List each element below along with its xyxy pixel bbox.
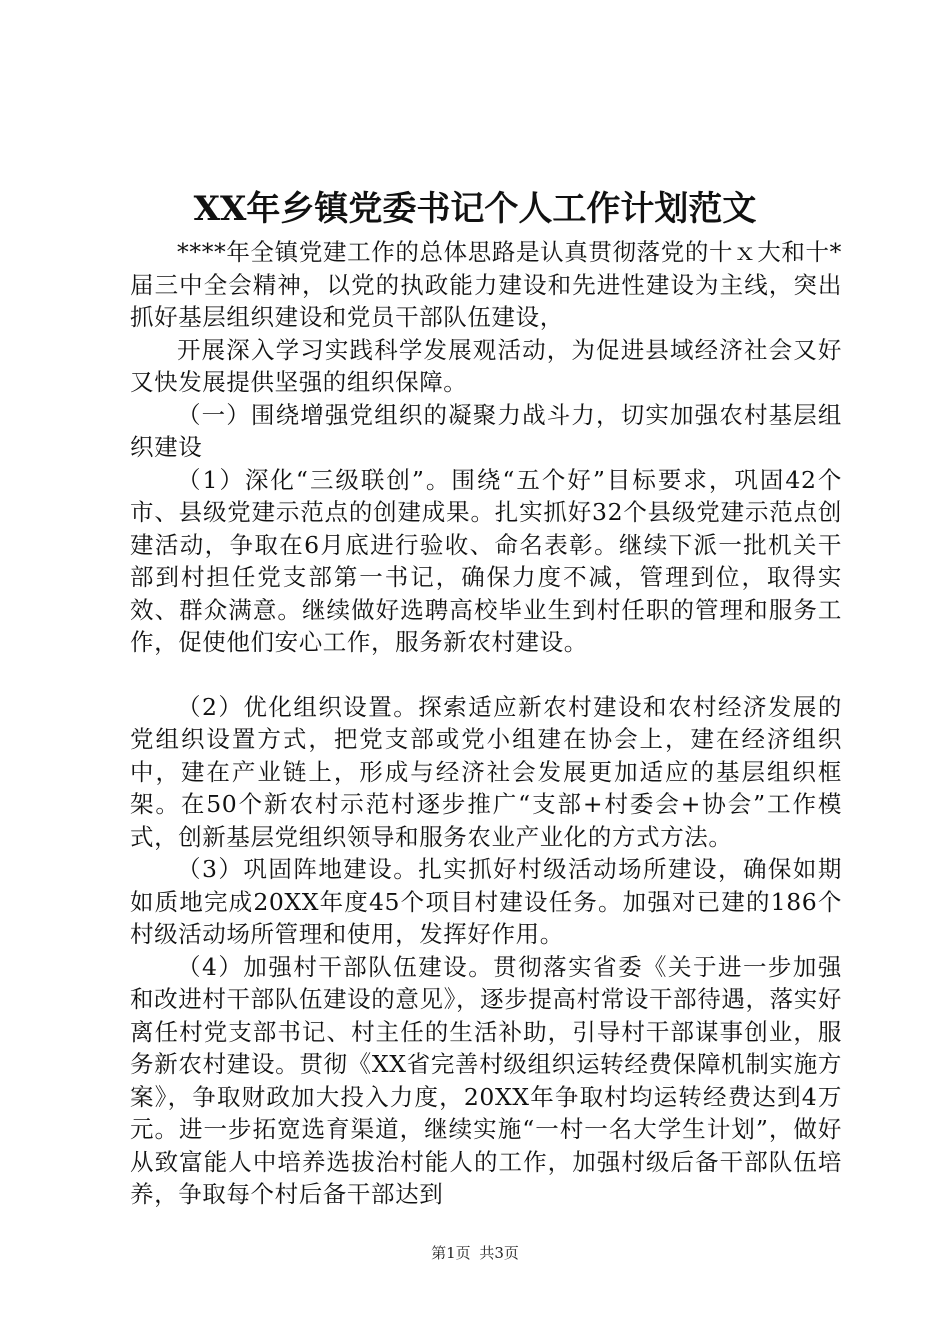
paragraph-intro: ****年全镇党建工作的总体思路是认真贯彻落党的十ｘ大和十*届三中全会精神，以党的执政能力建设和先进性建设为主线，突出抓好基层组织建设和党员干部队伍建设， <box>130 238 842 331</box>
paragraph-item-3: （3）巩固阵地建设。扎实抓好村级活动场所建设，确保如期如质地完成20XX年度45个项目村建设任务。加强对已建的186个村级活动场所管理和使用，发挥好作用。 <box>130 855 842 948</box>
paragraph-item-1: （1）深化“三级联创”。围绕“五个好”目标要求，巩固42个市、县级党建示范点的创建成果。扎实抓好32个县级党建示范点创建活动，争取在6月底进行验收、命名表彰。继续下派一批机关干部到村担任党支部第一书记，确保力度不减，管理到位，取得实效、群众满意。继续做好选聘高校毕业生到村任职的管理和服务工作，促使他们安心工作，服务新农村建设。 <box>130 465 842 656</box>
document-title: XX年乡镇党委书记个人工作计划范文 <box>193 189 757 229</box>
paragraph-item-4: （4）加强村干部队伍建设。贯彻落实省委《关于进一步加强和改进村干部队伍建设的意见》，逐步提高村常设干部待遇，落实好离任村党支部书记、村主任的生活补助，引导村干部谋事创业，服务新农村建设。贯彻《XX省完善村级组织运转经费保障机制实施方案》，争取财政加大投入力度，20XX年争取村均运转经费达到4万元。进一步拓宽选育渠道，继续实施“一村一名大学生计划”，做好从致富能人中培养选拔治村能人的工作，加强村级后备干部队伍培养，争取每个村后备干部达到 <box>130 952 842 1208</box>
paragraph-guarantee: 开展深入学习实践科学发展观活动，为促进县域经济社会又好又快发展提供坚强的组织保障。 <box>130 335 842 396</box>
paragraph-spacer <box>130 659 842 691</box>
page-footer <box>0 1243 950 1263</box>
section-heading-1: （一）围绕增强党组织的凝聚力战斗力，切实加强农村基层组织建设 <box>130 400 842 461</box>
page-number: 第1页 <box>431 1244 471 1262</box>
document-body <box>130 236 842 1211</box>
paragraph-item-2: （2）优化组织设置。探索适应新农村建设和农村经济发展的党组织设置方式，把党支部或党小组建在协会上，建在经济组织中，建在产业链上，形成与经济社会发展更加适应的基层组织框架。在50个新农村示范村逐步推广“支部+村委会+协会”工作模式，创新基层党组织领导和服务农业产业化的方式方法。 <box>130 692 842 851</box>
page-total: 共3页 <box>479 1244 519 1262</box>
